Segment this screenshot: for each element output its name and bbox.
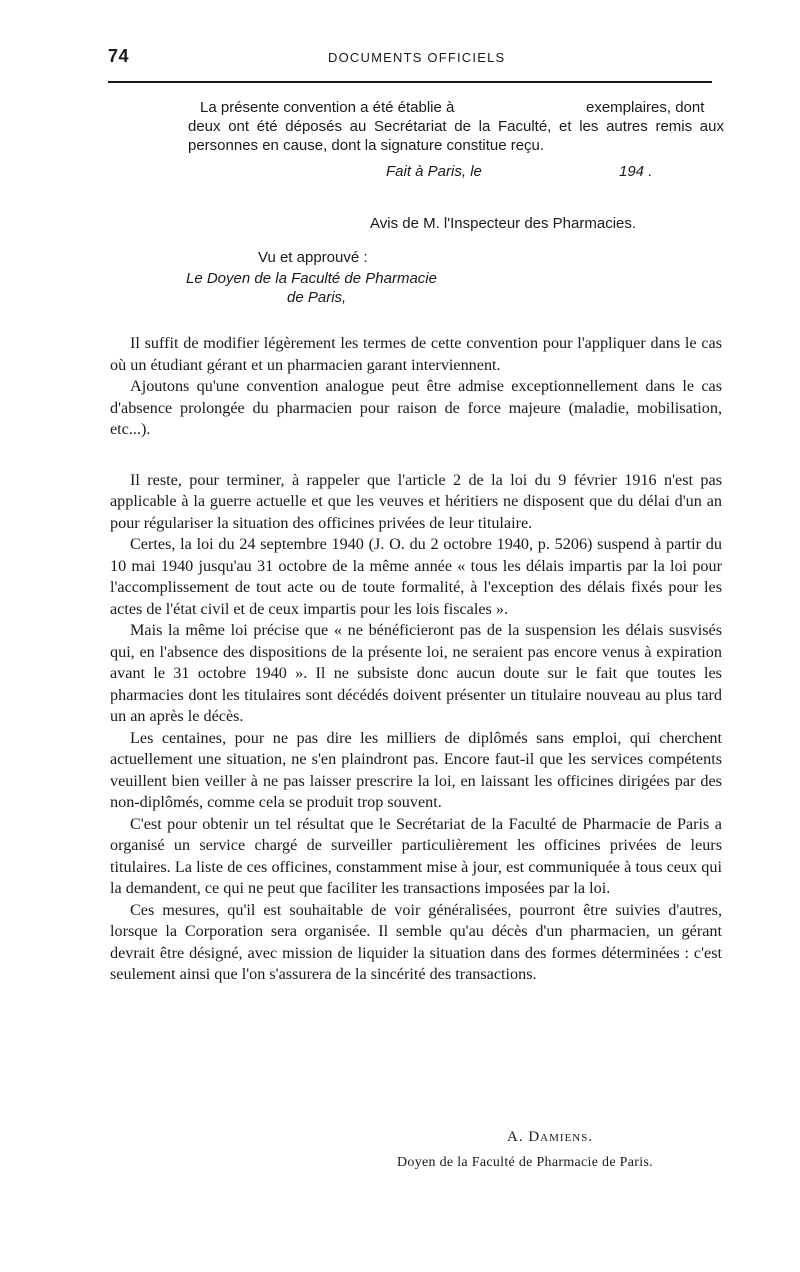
- paragraph: Ajoutons qu'une convention analogue peut être admise exceptionnellement dans le cas d'absence prolongée du pharmacien pour raison de force majeure (maladie, mobilisation, etc...).: [110, 377, 722, 438]
- avis-inspecteur: Avis de M. l'Inspecteur des Pharmacies.: [370, 215, 637, 232]
- paragraph: Mais la même loi précise que « ne bénéficieront pas de la suspension les délais susvisés qui, en l'absence des dispositions de la présente loi, ne seraient pas encore venus à expiration avant le 31 octobre 1940 ». Il ne subsiste donc aucun doute sur le fait que toutes les pharmacies dont les titulaires sont décédés doivent présenter un titulaire nouveau au plus tard un an après le décès.: [110, 621, 722, 725]
- signature-title: Doyen de la Faculté de Pharmacie de Paris.: [397, 1155, 653, 1170]
- signature-name: Damiens.: [528, 1129, 594, 1145]
- body-text: [110, 333, 722, 986]
- doyen-approval: [186, 269, 437, 307]
- fait-a-paris: Fait à Paris, le: [386, 163, 482, 180]
- paragraph: Les centaines, pour ne pas dire les milliers de diplômés sans emploi, qui cherchent actuellement une situation, ne s'en plaindront pas. Encore faut-il que les services compétents veuillent bien veiller à ne pas laisser prescrire la loi, en laissant les officines dirigées par des non-diplômés, comme cela se produit trop souvent.: [110, 728, 722, 811]
- signature-initial: A.: [507, 1129, 524, 1145]
- doyen-line1: Le Doyen de la Faculté de Pharmacie: [186, 270, 437, 287]
- header-rule: [108, 81, 712, 83]
- paragraph: C'est pour obtenir un tel résultat que le Secrétariat de la Faculté de Pharmacie de Paris a organisé un service chargé de surveiller particulièrement les officines privées de leurs titulaires. La liste de ces officines, constamment mise à jour, est communiquée à tous ceux qui la demandent, ce qui ne peut que faciliter les transactions imposées par la loi.: [110, 814, 722, 897]
- running-head: DOCUMENTS OFFICIELS: [328, 50, 506, 65]
- paragraph: Certes, la loi du 24 septembre 1940 (J. O. du 2 octobre 1940, p. 5206) suspend à partir du 10 mai 1940 jusqu'au 31 octobre de la même année « tous les délais impartis par la loi pour l'accomplissement de tout acte ou de toute formalité, à l'exception des délais fixés pour les actes de l'état civil et de ceux impartis pour les lois fiscales ».: [110, 535, 722, 618]
- paragraph: Il reste, pour terminer, à rappeler que l'article 2 de la loi du 9 février 1916 n'est pas applicable à la guerre actuelle et que les veuves et héritiers ne disposent que du délai d'un an pour régulariser la situation des officines privées de leur titulaire.: [110, 470, 722, 532]
- paragraph: Ces mesures, qu'il est souhaitable de voir généralisées, pourront être suivies d'autres, lorsque la Corporation sera organisée. Il semble qu'au décès d'un pharmacien, un gérant devrait être désigné, avec mission de liquider la situation dans des formes déterminées : c'est seulement ainsi que l'on s'assurera de la sincérité des transactions.: [110, 900, 722, 983]
- signature: [507, 1129, 593, 1146]
- doyen-line2: de Paris,: [287, 289, 347, 306]
- vu-approuve: Vu et approuvé :: [258, 249, 368, 266]
- convention-line1-start: La présente convention a été établie à: [200, 99, 455, 116]
- fait-year: 194 .: [619, 163, 653, 180]
- page-number: 74: [108, 46, 130, 66]
- convention-rest: deux ont été déposés au Secrétariat de la Faculté, et les autres remis aux personnes en cause, dont la signature constitue reçu.: [188, 118, 724, 154]
- page-header: [108, 46, 720, 74]
- paragraph: Il suffit de modifier légèrement les termes de cette convention pour l'appliquer dans le cas où un étudiant gérant et un pharmacien garant interviennent.: [110, 334, 722, 374]
- convention-line1-end: exemplaires, dont: [586, 99, 705, 116]
